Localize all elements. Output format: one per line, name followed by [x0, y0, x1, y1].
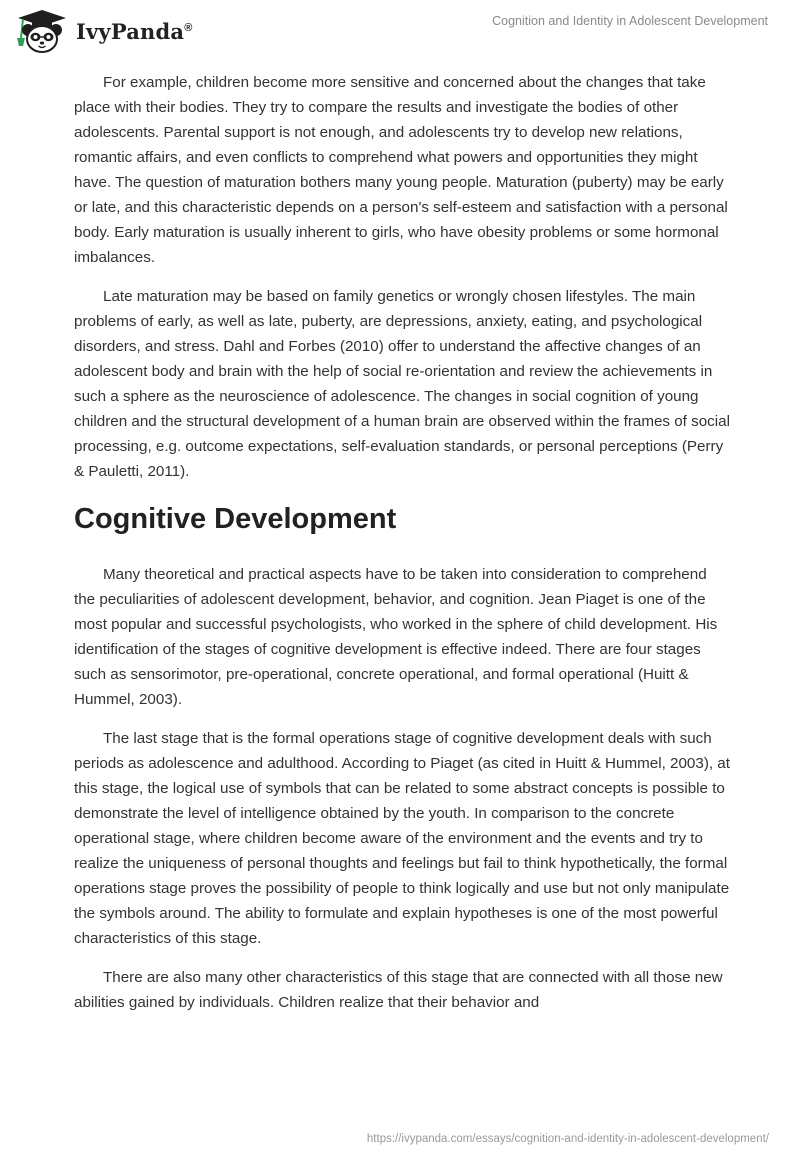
- section-heading: Cognitive Development: [74, 503, 397, 535]
- logo-text: IvyPanda®: [76, 18, 193, 44]
- ivypanda-logo[interactable]: [14, 8, 193, 54]
- panda-graduate-icon: [14, 8, 70, 54]
- paragraph: The last stage that is the formal operations stage of cognitive development deals with such periods as adolescence and adulthood. According to Piaget (as cited in Huitt & Hummel, 2003), at this stage, the logical use of symbols that can be related to some abstract concepts is possible to demonstrate the level of intelligence obtained by the youth. In comparison to the concrete operational stage, where children become aware of the environment and the events and try to realize the uniqueness of personal thoughts and feelings but fail to think hypothetically, the formal operations stage proves the possibility of people to think logically and use but not only manipulate the symbols around. The ability to formulate and explain hypotheses is one of the most powerful characteristics of this stage.: [74, 730, 730, 947]
- paragraph: Late maturation may be based on family genetics or wrongly chosen lifestyles. The main problems of early, as well as late, puberty, are depressions, anxiety, eating, and psychological disorders, and stress. Dahl and Forbes (2010) offer to understand the affective changes of an adolescent body and brain with the help of social re-orientation and review the achievements in such a sphere as the neuroscience of adolescence. The changes in social cognition of young children and the structural development of a human brain are observed within the frames of social processing, e.g. outcome expectations, self-evaluation standards, or personal perceptions (Perry & Pauletti, 2011).: [74, 288, 730, 480]
- paragraph: There are also many other characteristics of this stage that are connected with all those new abilities gained by individuals. Children realize that their behavior and: [74, 969, 723, 1011]
- paragraph: For example, children become more sensitive and concerned about the changes that take place with their bodies. They try to compare the results and investigate the bodies of other adolescents. Parental support is not enough, and adolescents try to develop new relations, romantic affairs, and even conflicts to comprehend what powers and opportunities they might have. The question of maturation bothers many young people. Maturation (puberty) may be early or late, and this characteristic depends on a person's self-esteem and satisfaction with a personal body. Early maturation is usually inherent to girls, who have obesity problems or some hormonal imbalances.: [74, 74, 728, 266]
- registered-mark: ®: [184, 21, 193, 34]
- page-header: [0, 0, 800, 62]
- essay-body: [74, 70, 730, 1029]
- paragraph: Many theoretical and practical aspects have to be taken into consideration to comprehend the peculiarities of adolescent development, behavior, and cognition. Jean Piaget is one of the most popular and successful psychologists, who worked in the sphere of child development. His identification of the stages of cognitive development is effective indeed. There are four stages such as sensorimotor, pre-operational, concrete operational, and formal operational (Huitt & Hummel, 2003).: [74, 566, 718, 708]
- source-url[interactable]: https://ivypanda.com/essays/cognition-and-identity-in-adolescent-development/: [366, 1133, 769, 1145]
- document-title: Cognition and Identity in Adolescent Development: [492, 14, 768, 28]
